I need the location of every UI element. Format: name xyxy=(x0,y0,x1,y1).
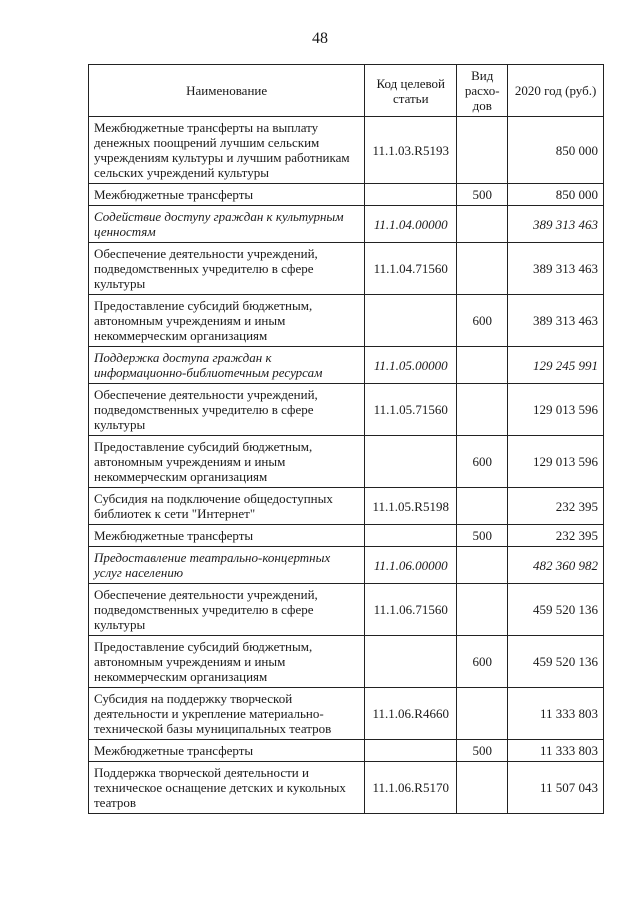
cell-code: 11.1.06.00000 xyxy=(365,547,457,584)
header-amount: 2020 год (руб.) xyxy=(508,65,604,117)
cell-name: Обеспечение деятельности учреждений, подведомственных учредителю в сфере культуры xyxy=(89,243,365,295)
cell-name: Межбюджетные трансферты xyxy=(89,740,365,762)
cell-amount: 11 333 803 xyxy=(508,688,604,740)
table-row xyxy=(89,436,604,488)
cell-amount: 482 360 982 xyxy=(508,547,604,584)
cell-name: Межбюджетные трансферты на выплату денежных поощрений лучшим сельским учреждениям культуры и лучшим работникам сельских учреждений культуры xyxy=(89,117,365,184)
cell-kind xyxy=(457,117,508,184)
cell-kind xyxy=(457,488,508,525)
cell-amount: 389 313 463 xyxy=(508,295,604,347)
cell-code: 11.1.06.R4660 xyxy=(365,688,457,740)
header-kind: Вид расхо-дов xyxy=(457,65,508,117)
cell-code xyxy=(365,295,457,347)
table-row xyxy=(89,740,604,762)
table-row xyxy=(89,184,604,206)
cell-code xyxy=(365,636,457,688)
cell-kind xyxy=(457,688,508,740)
table-row xyxy=(89,688,604,740)
cell-kind: 600 xyxy=(457,295,508,347)
cell-amount: 389 313 463 xyxy=(508,206,604,243)
budget-table xyxy=(88,64,604,814)
cell-amount: 232 395 xyxy=(508,525,604,547)
cell-kind xyxy=(457,347,508,384)
cell-name: Межбюджетные трансферты xyxy=(89,184,365,206)
table-row xyxy=(89,243,604,295)
cell-name: Межбюджетные трансферты xyxy=(89,525,365,547)
table-row xyxy=(89,488,604,525)
table-row xyxy=(89,206,604,243)
header-name: Наименование xyxy=(89,65,365,117)
cell-kind: 600 xyxy=(457,636,508,688)
cell-code: 11.1.05.R5198 xyxy=(365,488,457,525)
cell-code: 11.1.04.71560 xyxy=(365,243,457,295)
header-code: Код целевой статьи xyxy=(365,65,457,117)
table-body xyxy=(89,117,604,814)
table-row xyxy=(89,347,604,384)
table-row xyxy=(89,384,604,436)
cell-name: Предоставление театрально-концертных услуг населению xyxy=(89,547,365,584)
cell-amount: 129 013 596 xyxy=(508,384,604,436)
cell-kind: 600 xyxy=(457,436,508,488)
table-row xyxy=(89,636,604,688)
table-row xyxy=(89,762,604,814)
cell-kind xyxy=(457,206,508,243)
cell-name: Содействие доступу граждан к культурным ценностям xyxy=(89,206,365,243)
table-row xyxy=(89,117,604,184)
cell-code xyxy=(365,525,457,547)
cell-name: Обеспечение деятельности учреждений, подведомственных учредителю в сфере культуры xyxy=(89,384,365,436)
cell-amount: 11 507 043 xyxy=(508,762,604,814)
cell-code xyxy=(365,740,457,762)
cell-amount: 459 520 136 xyxy=(508,584,604,636)
cell-code: 11.1.03.R5193 xyxy=(365,117,457,184)
cell-name: Субсидия на подключение общедоступных библиотек к сети "Интернет" xyxy=(89,488,365,525)
cell-amount: 129 245 991 xyxy=(508,347,604,384)
cell-amount: 129 013 596 xyxy=(508,436,604,488)
cell-amount: 232 395 xyxy=(508,488,604,525)
table-row xyxy=(89,525,604,547)
cell-code: 11.1.06.R5170 xyxy=(365,762,457,814)
cell-kind: 500 xyxy=(457,184,508,206)
cell-kind xyxy=(457,547,508,584)
cell-code: 11.1.05.71560 xyxy=(365,384,457,436)
cell-name: Субсидия на поддержку творческой деятельности и укрепление материально-технической базы муниципальных театров xyxy=(89,688,365,740)
cell-name: Предоставление субсидий бюджетным, автономным учреждениям и иным некоммерческим организациям xyxy=(89,636,365,688)
table-row xyxy=(89,584,604,636)
cell-code xyxy=(365,184,457,206)
cell-amount: 850 000 xyxy=(508,184,604,206)
cell-code: 11.1.04.00000 xyxy=(365,206,457,243)
cell-name: Предоставление субсидий бюджетным, автономным учреждениям и иным некоммерческим организациям xyxy=(89,436,365,488)
cell-kind xyxy=(457,384,508,436)
cell-kind: 500 xyxy=(457,740,508,762)
cell-kind xyxy=(457,584,508,636)
cell-amount: 389 313 463 xyxy=(508,243,604,295)
table-row xyxy=(89,295,604,347)
cell-code xyxy=(365,436,457,488)
cell-amount: 459 520 136 xyxy=(508,636,604,688)
page-number: 48 xyxy=(312,30,328,47)
cell-code: 11.1.06.71560 xyxy=(365,584,457,636)
cell-kind xyxy=(457,762,508,814)
cell-amount: 11 333 803 xyxy=(508,740,604,762)
table-header-row xyxy=(89,65,604,117)
cell-name: Предоставление субсидий бюджетным, автономным учреждениям и иным некоммерческим организациям xyxy=(89,295,365,347)
table-row xyxy=(89,547,604,584)
cell-amount: 850 000 xyxy=(508,117,604,184)
cell-kind: 500 xyxy=(457,525,508,547)
cell-name: Поддержка творческой деятельности и техническое оснащение детских и кукольных театров xyxy=(89,762,365,814)
cell-kind xyxy=(457,243,508,295)
cell-code: 11.1.05.00000 xyxy=(365,347,457,384)
cell-name: Поддержка доступа граждан к информационно-библиотечным ресурсам xyxy=(89,347,365,384)
cell-name: Обеспечение деятельности учреждений, подведомственных учредителю в сфере культуры xyxy=(89,584,365,636)
